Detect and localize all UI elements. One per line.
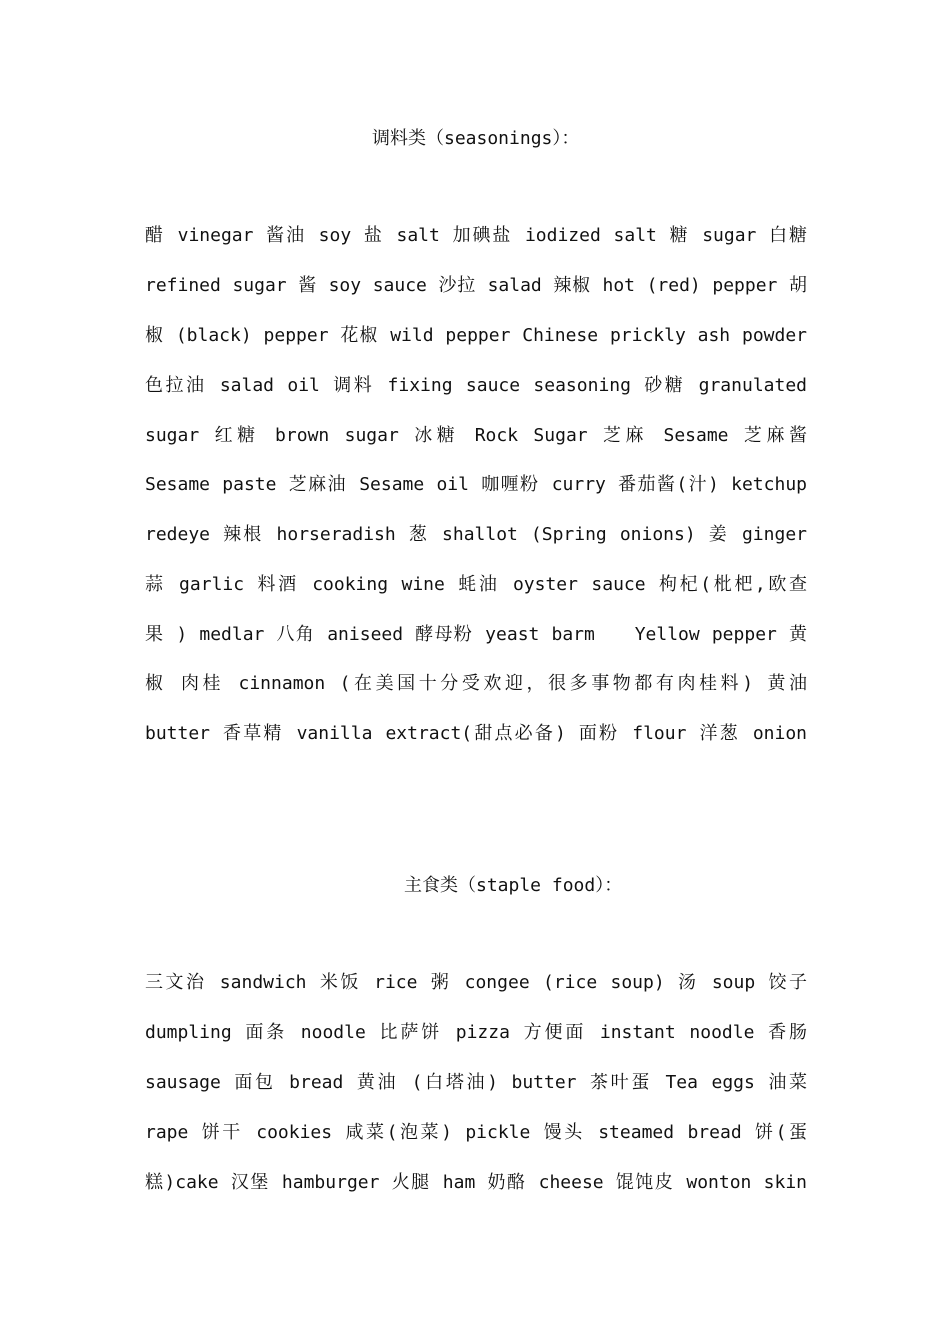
- seasonings-line: refined sugar 酱 soy sauce 沙拉 salad 辣椒 hot (red) pepper 胡: [145, 275, 807, 296]
- staple-food-line: 三文治 sandwich 米饭 rice 粥 congee (rice soup) 汤 soup 饺子: [145, 972, 807, 993]
- seasonings-line: sugar 红糖 brown sugar 冰糖 Rock Sugar 芝麻 Sesame 芝麻酱: [145, 425, 807, 446]
- seasonings-line: butter 香草精 vanilla extract(甜点必备) 面粉 flour 洋葱 onion: [145, 723, 807, 744]
- section-heading-staple-food: 主食类（staple food）：: [404, 875, 623, 896]
- seasonings-line: 果 ) medlar 八角 aniseed 酵母粉 yeast barm Yellow pepper 黄: [145, 624, 807, 645]
- seasonings-line: 醋 vinegar 酱油 soy 盐 salt 加碘盐 iodized salt 糖 sugar 白糖: [145, 225, 807, 246]
- seasonings-line: Sesame paste 芝麻油 Sesame oil 咖喱粉 curry 番茄酱(汁) ketchup: [145, 474, 807, 495]
- seasonings-line: 椒 肉桂 cinnamon (在美国十分受欢迎，很多事物都有肉桂料) 黄油: [145, 673, 807, 694]
- staple-food-line: 糕)cake 汉堡 hamburger 火腿 ham 奶酪 cheese 馄饨皮 wonton skin: [145, 1172, 807, 1193]
- seasonings-line: 色拉油 salad oil 调料 fixing sauce seasoning 砂糖 granulated: [145, 375, 807, 396]
- seasonings-line: 椒 (black) pepper 花椒 wild pepper Chinese prickly ash powder: [145, 325, 807, 346]
- staple-food-line: rape 饼干 cookies 咸菜(泡菜) pickle 馒头 steamed bread 饼(蛋: [145, 1122, 807, 1143]
- seasonings-line: redeye 辣根 horseradish 葱 shallot (Spring onions) 姜 ginger: [145, 524, 807, 545]
- staple-food-line: sausage 面包 bread 黄油 (白塔油) butter 茶叶蛋 Tea eggs 油菜: [145, 1072, 807, 1093]
- section-heading-seasonings: 调料类（seasonings）：: [372, 128, 580, 149]
- staple-food-line: dumpling 面条 noodle 比萨饼 pizza 方便面 instant noodle 香肠: [145, 1022, 807, 1043]
- seasonings-line: 蒜 garlic 料酒 cooking wine 蚝油 oyster sauce 枸杞(枇杷,欧查: [145, 574, 807, 595]
